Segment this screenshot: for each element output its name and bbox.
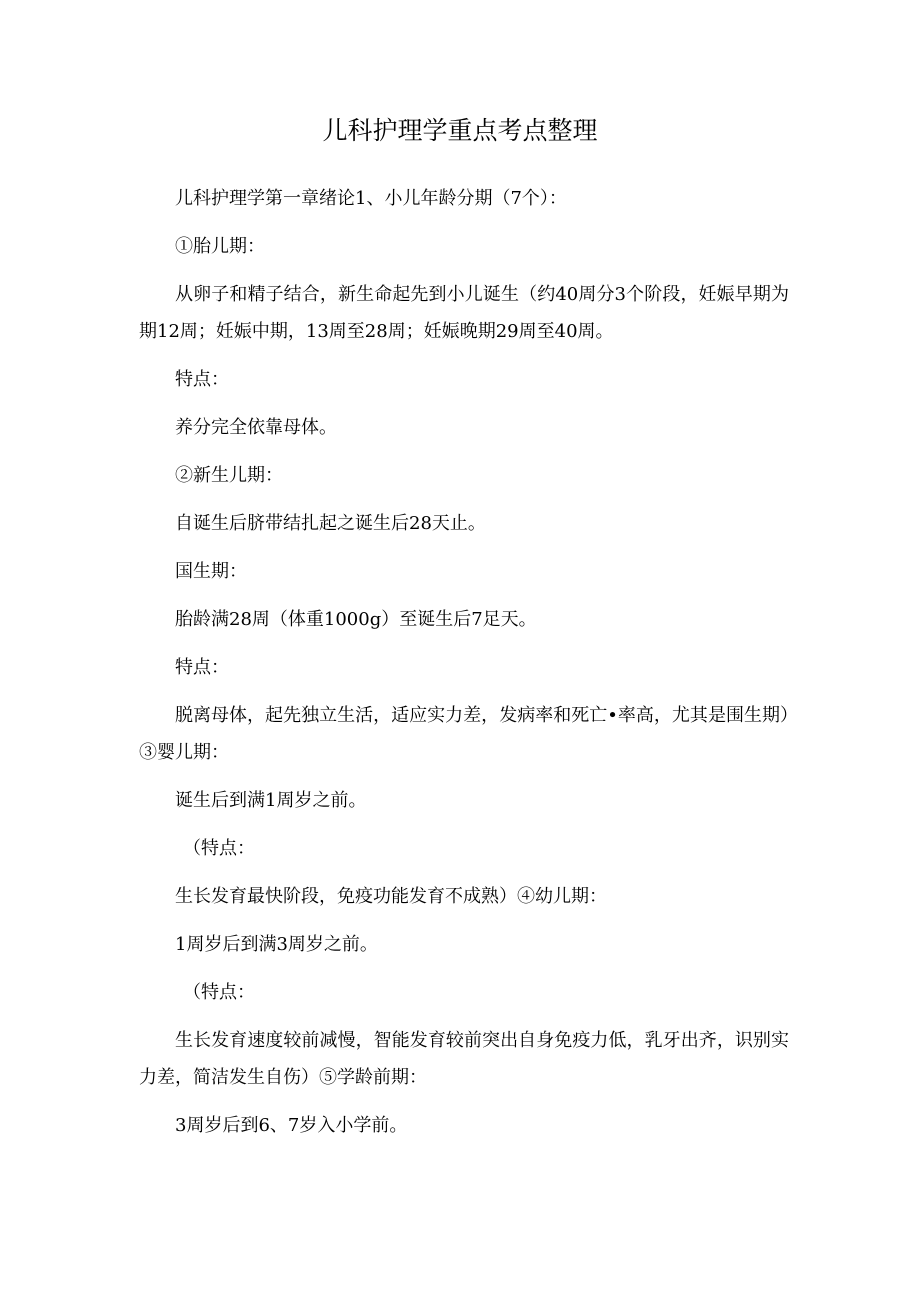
document-title: 儿科护理学重点考点整理 [322,116,598,145]
paragraph-3: 从卵子和精子结合，新生命起先到小儿诞生（约40周分3个阶段，妊娠早期为期12周；妊娠中期，13周至28周；妊娠晚期29周至40周。 [139,284,789,342]
paragraph-1: 儿科护理学第一章绪论1、小儿年龄分期（7个）： [175,188,567,209]
paragraph-15: 1周岁后到满3周岁之前。 [175,934,378,955]
document-body [139,180,789,1155]
paragraph-5: 养分完全依靠母体。 [175,417,337,438]
paragraph-8: 国生期： [175,561,247,582]
paragraph-12: 诞生后到满1周岁之前。 [175,790,367,811]
paragraph-13: （特点： [183,838,255,859]
paragraph-18: 3周岁后到6、7岁入小学前。 [175,1115,408,1136]
paragraph-16: （特点： [183,982,255,1003]
paragraph-11: 脱离母体，起先独立生活，适应实力差，发病率和死亡•率高，尤其是围生期）③婴儿期： [139,705,789,763]
paragraph-7: 自诞生后脐带结扎起之诞生后28天止。 [175,513,486,534]
paragraph-4: 特点： [175,369,229,390]
paragraph-9: 胎龄满28周（体重1000g）至诞生后7足天。 [175,609,537,630]
paragraph-14: 生长发育最快阶段，免疫功能发育不成熟）④幼儿期： [175,886,607,907]
paragraph-2: ①胎儿期： [175,236,265,257]
paragraph-10: 特点： [175,657,229,678]
paragraph-6: ②新生儿期： [175,465,283,486]
paragraph-17: 生长发育速度较前减慢，智能发育较前突出自身免疫力低，乳牙出齐，识别实力差，简洁发生自伤）⑤学龄前期： [139,1030,789,1088]
